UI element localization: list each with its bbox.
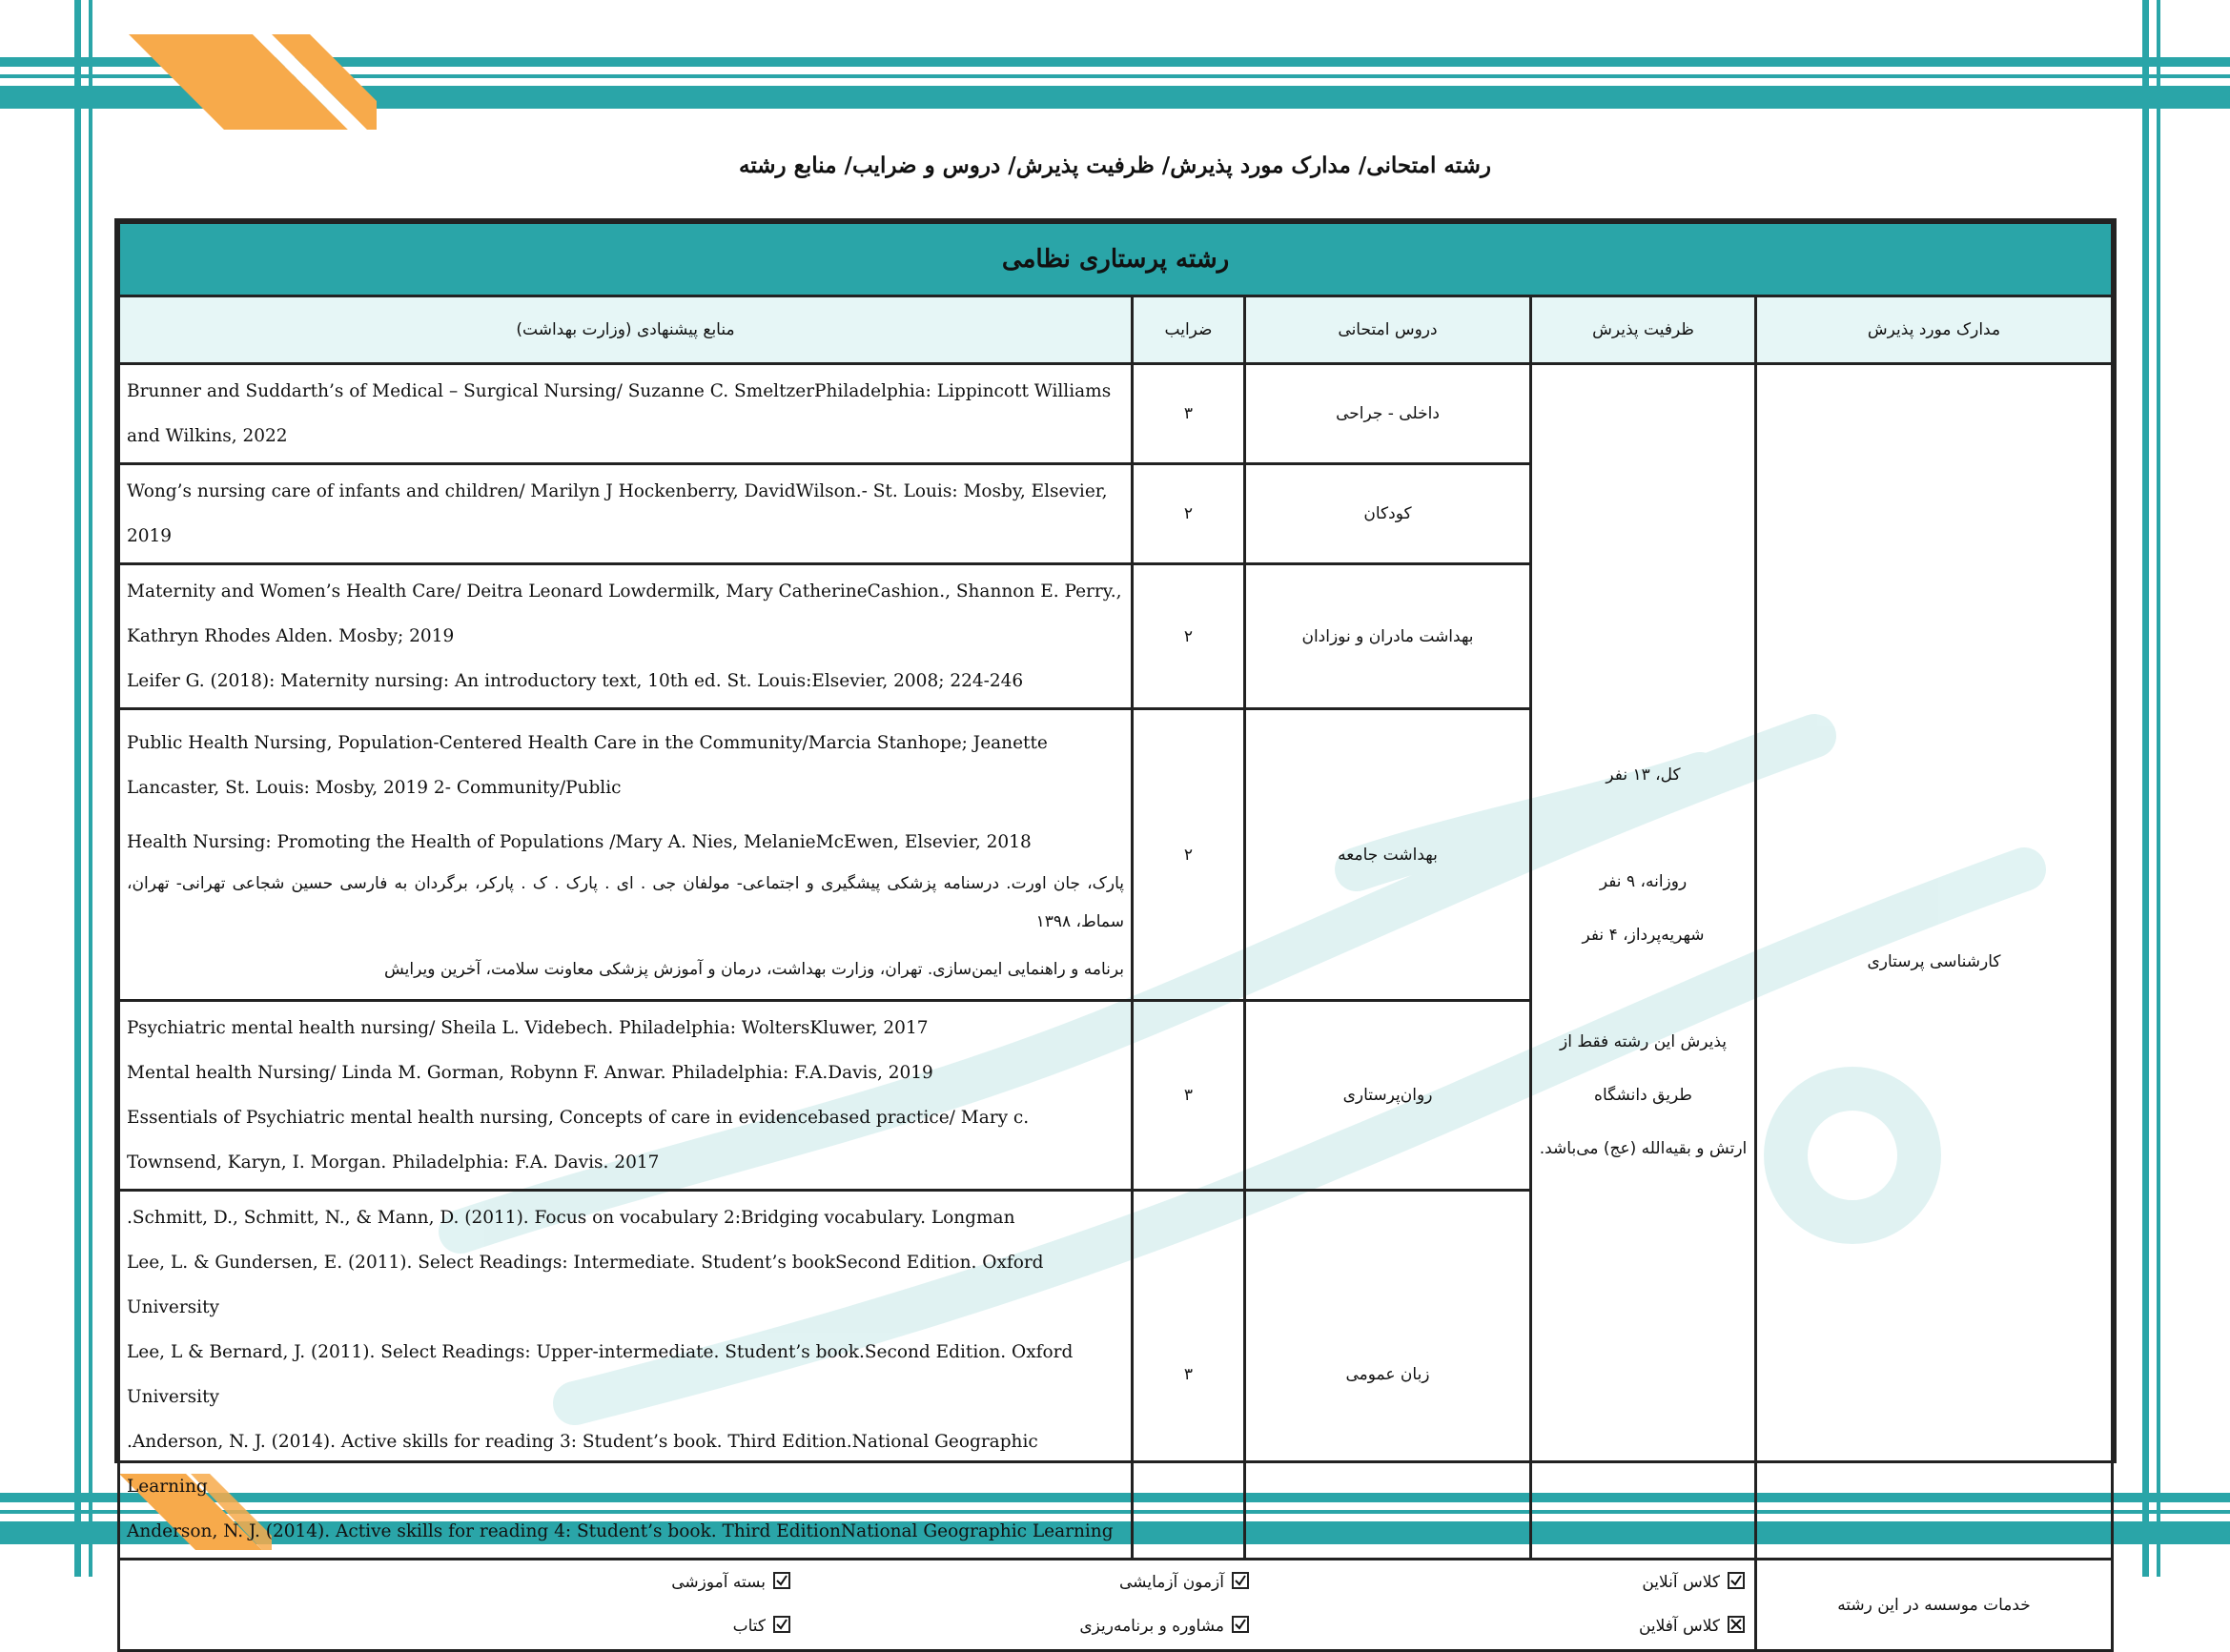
source-entry: Anderson, N. J. (2014). Active skills for reading 4: Student’s book. Third EditionNational Geographic Learning bbox=[127, 1521, 1114, 1541]
service-label: مشاوره و برنامه‌ریزی bbox=[1079, 1617, 1224, 1636]
course-sources bbox=[119, 364, 1133, 464]
source-entry: Psychiatric mental health nursing/ Sheila L. Videbech. Philadelphia: WoltersKluwer, 2017 bbox=[127, 1018, 929, 1038]
service-mock-exam bbox=[1119, 1572, 1249, 1592]
capacity-cell bbox=[1531, 364, 1756, 1560]
capacity-note-3: ارتش و بقیه‌الله (عج) می‌باشد. bbox=[1539, 1138, 1748, 1158]
source-entry: Essentials of Psychiatric mental health nursing, Concepts of care in evidencebased practice/ Mary c. Townsend, Karyn, I. Morgan. Philadelphia: F.A. Davis. 2017 bbox=[127, 1108, 1030, 1173]
capacity-note-2: طریق دانشگاه bbox=[1594, 1085, 1692, 1105]
services-cell bbox=[119, 1560, 1756, 1651]
program-title: رشته پرستاری نظامی bbox=[119, 223, 2113, 296]
service-online-class bbox=[1642, 1572, 1745, 1592]
source-entry: Wong’s nursing care of infants and children/ Marilyn J Hockenberry, DavidWilson.- St. Louis: Mosby, Elsevier, 2019 bbox=[127, 481, 1108, 546]
source-entry: Lee, L. & Gundersen, E. (2011). Select Readings: Intermediate. Student’s bookSecond Edition. Oxford University bbox=[127, 1253, 1044, 1317]
capacity-tuition: شهریه‌پرداز، ۴ نفر bbox=[1582, 925, 1705, 945]
source-entry: Maternity and Women’s Health Care/ Deitra Leonard Lowdermilk, Mary CatherineCashion., Shannon E. Perry., Kathryn Rhodes Alden. Mosby; 2019 bbox=[127, 581, 1122, 646]
header-documents: مدارک مورد پذیرش bbox=[1756, 296, 2113, 364]
capacity-daily: روزانه، ۹ نفر bbox=[1599, 871, 1688, 891]
capacity-note-1: پذیرش این رشته فقط از bbox=[1559, 1031, 1728, 1051]
course-coefficient: ۳ bbox=[1133, 1191, 1245, 1560]
course-sources bbox=[119, 1191, 1133, 1560]
service-study-pack bbox=[671, 1572, 790, 1592]
checked-box-icon bbox=[773, 1616, 790, 1633]
left-frame-line-2 bbox=[89, 0, 92, 1577]
checked-box-icon bbox=[773, 1572, 790, 1589]
course-coefficient: ۲ bbox=[1133, 464, 1245, 564]
source-entry: Mental health Nursing/ Linda M. Gorman, Robynn F. Anwar. Philadelphia: F.A.Davis, 2019 bbox=[127, 1063, 933, 1083]
source-entry: Brunner and Suddarth’s of Medical – Surgical Nursing/ Suzanne C. SmeltzerPhiladelphia: Lippincott Williams and Wilkins, 2022 bbox=[127, 381, 1112, 446]
course-coefficient: ۲ bbox=[1133, 564, 1245, 709]
header-courses: دروس امتحانی bbox=[1245, 296, 1531, 364]
source-entry: .Schmitt, D., Schmitt, N., & Mann, D. (2011). Focus on vocabulary 2:Bridging vocabulary. Longman bbox=[127, 1208, 1015, 1228]
service-label: کلاس آنلاین bbox=[1642, 1573, 1720, 1592]
documents-value: کارشناسی پرستاری bbox=[1756, 364, 2113, 1560]
program-table bbox=[117, 221, 2114, 1652]
checked-box-icon bbox=[1232, 1616, 1249, 1633]
checked-box-icon bbox=[1728, 1572, 1745, 1589]
source-entry: Public Health Nursing, Population-Centered Health Care in the Community/Marcia Stanhope; Jeanette Lancaster, St. Louis: Mosby, 2019 2- Community/Public bbox=[127, 733, 1048, 798]
service-label: بسته آموزشی bbox=[671, 1573, 766, 1592]
services-label: خدمات موسسه در این رشته bbox=[1756, 1560, 2113, 1651]
source-entry: .Anderson, N. J. (2014). Active skills for reading 3: Student’s book. Third Edition.National Geographic Learning bbox=[127, 1432, 1038, 1497]
source-entry-fa: برنامه و راهنمایی ایمن‌سازی. تهران، وزارت بهداشت، درمان و آموزش پزشکی معاونت سلامت، آخرین ویرایش bbox=[383, 960, 1124, 979]
right-frame-line bbox=[2142, 0, 2149, 1577]
header-capacity: ظرفیت پذیرش bbox=[1531, 296, 1756, 364]
source-entry: Health Nursing: Promoting the Health of Populations /Mary A. Nies, MelanieMcEwen, Elsevier, 2018 bbox=[127, 832, 1032, 852]
source-entry-fa: پارک، جان اورت. درسنامه پزشکی پیشگیری و اجتماعی- مولفان جی . ای . پارک . ک . پارکر، برگردان به فارسی حسین شجاعی تهرانی- تهران، سماط، ۱۳۹۸ bbox=[127, 874, 1124, 931]
course-coefficient: ۳ bbox=[1133, 364, 1245, 464]
course-name: زبان عمومی bbox=[1245, 1191, 1531, 1560]
checked-box-icon bbox=[1232, 1572, 1249, 1589]
nursing-program-sheet bbox=[114, 218, 2117, 1636]
course-name: کودکان bbox=[1245, 464, 1531, 564]
course-sources bbox=[119, 709, 1133, 1001]
service-offline-class bbox=[1639, 1616, 1745, 1636]
course-name: داخلی - جراحی bbox=[1245, 364, 1531, 464]
header-coefficient: ضرایب bbox=[1133, 296, 1245, 364]
capacity-total: کل، ۱۳ نفر bbox=[1606, 765, 1681, 785]
source-entry: Lee, L & Bernard, J. (2011). Select Readings: Upper-intermediate. Student’s book.Second Edition. Oxford University bbox=[127, 1342, 1074, 1407]
course-sources bbox=[119, 1001, 1133, 1191]
course-name: بهداشت مادران و نوزادان bbox=[1245, 564, 1531, 709]
course-sources bbox=[119, 564, 1133, 709]
course-coefficient: ۲ bbox=[1133, 709, 1245, 1001]
course-sources bbox=[119, 464, 1133, 564]
tape-decoration-top bbox=[129, 34, 377, 130]
service-label: کتاب bbox=[732, 1617, 766, 1636]
service-counseling bbox=[1079, 1616, 1249, 1636]
right-frame-line-2 bbox=[2157, 0, 2160, 1577]
left-frame-line bbox=[74, 0, 81, 1577]
course-name: روان‌پرستاری bbox=[1245, 1001, 1531, 1191]
service-label: آزمون آزمایشی bbox=[1119, 1573, 1224, 1592]
source-entry: Leifer G. (2018): Maternity nursing: An introductory text, 10th ed. St. Louis:Elsevier, 2008; 224-246 bbox=[127, 671, 1024, 691]
header-sources: منابع پیشنهادی (وزارت بهداشت) bbox=[119, 296, 1133, 364]
service-label: کلاس آفلاین bbox=[1638, 1617, 1720, 1636]
page-heading: رشته امتحانی/ مدارک مورد پذیرش/ ظرفیت پذیرش/ دروس و ضرایب/ منابع رشته bbox=[738, 153, 1492, 178]
service-book bbox=[733, 1616, 790, 1636]
course-coefficient: ۳ bbox=[1133, 1001, 1245, 1191]
crossed-box-icon bbox=[1728, 1616, 1745, 1633]
course-name: بهداشت جامعه bbox=[1245, 709, 1531, 1001]
